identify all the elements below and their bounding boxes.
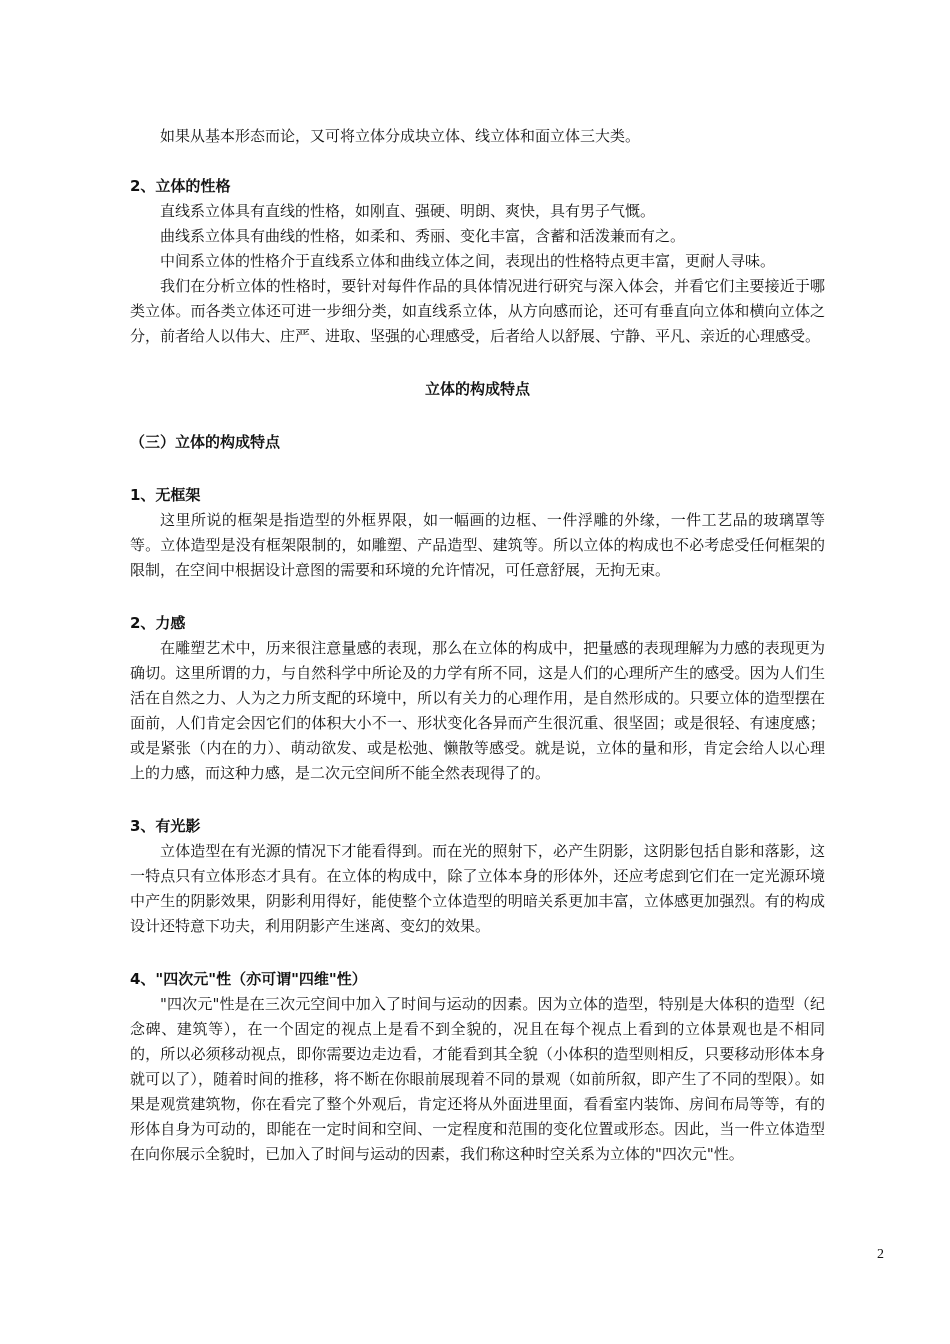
paragraph: 我们在分析立体的性格时，要针对每件作品的具体情况进行研究与深入体会，并看它们主要接近于哪类立体。而各类立体还可进一步细分类，如直线系立体，从方向感而论，还可有垂直向立体和横向立体之分，前者给人以伟大、庄严、进取、坚强的心理感受，后者给人以舒展、宁静、平凡、亲近的心理感受。 [130,277,825,345]
section-heading-fourth-dimension: 4、"四次元"性（亦可谓"四维"性） [130,970,367,988]
part-heading: （三）立体的构成特点 [130,433,281,451]
spacer [130,149,825,174]
spacer [130,402,825,430]
spacer [130,455,825,483]
section-heading-light-shadow: 3、有光影 [130,817,201,835]
section-paragraph-no-frame: 这里所说的框架是指造型的外框界限，如一幅画的边框、一件浮雕的外缘，一件工艺品的玻璃罩等等。立体造型是没有框架限制的，如雕塑、产品造型、建筑等。所以立体的构成也不必考虑受任何框架的限制，在空间中根据设计意图的需要和环境的允许情况，可任意舒展，无拘无束。 [130,511,825,579]
paragraph: 中间系立体的性格介于直线系立体和曲线立体之间，表现出的性格特点更丰富，更耐人寻味。 [160,252,776,270]
center-title: 立体的构成特点 [424,380,530,398]
intro-paragraph: 如果从基本形态而论，又可将立体分成块立体、线立体和面立体三大类。 [160,127,641,145]
spacer [130,939,825,967]
section-heading-no-frame: 1、无框架 [130,486,201,504]
spacer [130,349,825,377]
paragraph: 直线系立体具有直线的性格，如刚直、强硬、明朗、爽快，具有男子气慨。 [160,202,656,220]
section-paragraph-fourth-dimension: "四次元"性是在三次元空间中加入了时间与运动的因素。因为立体的造型，特别是大体积的造型（纪念碑、建筑等），在一个固定的视点上是看不到全貌的，况且在每个视点上看到的立体景观也是不相同的，所以必须移动视点，即你需要边走边看，才能看到其全貌（小体积的造型则相反，只要移动形体本身就可以了），随着时间的推移，将不断在你眼前展现着不同的景观（如前所叙，即产生了不同的型限）。如果是观赏建筑物，你在看完了整个外观后，肯定还将从外面进里面，看看室内装饰、房间布局等等，有的形体自身为可动的，即能在一定时间和空间、一定程度和范围的变化位置或形态。因此，当一件立体造型在向你展示全貌时，已加入了时间与运动的因素，我们称这种时空关系为立体的"四次元"性。 [130,995,825,1163]
page-number: 2 [877,1247,884,1262]
section-heading-character: 2、立体的性格 [130,177,231,195]
document-body [130,124,825,1167]
spacer [130,583,825,611]
section-paragraph-force: 在雕塑艺术中，历来很注意量感的表现，那么在立体的构成中，把量感的表现理解为力感的表现更为确切。这里所谓的力，与自然科学中所论及的力学有所不同，这是人们的心理所产生的感受。因为人们生活在自然之力、人为之力所支配的环境中，所以有关力的心理作用，是自然形成的。只要立体的造型摆在面前，人们肯定会因它们的体积大小不一、形状变化各异而产生很沉重、很坚固；或是很轻、有速度感；或是紧张（内在的力）、萌动欲发、或是松弛、懒散等感受。就是说，立体的量和形，肯定会给人以心理上的力感，而这种力感，是二次元空间所不能全然表现得了的。 [130,639,825,782]
spacer [130,786,825,814]
section-heading-force: 2、力感 [130,614,186,632]
section-paragraph-light-shadow: 立体造型在有光源的情况下才能看得到。而在光的照射下，必产生阴影，这阴影包括自影和落影，这一特点只有立体形态才具有。在立体的构成中，除了立体本身的形体外，还应考虑到它们在一定光源环境中产生的阴影效果，阴影利用得好，能使整个立体造型的明暗关系更加丰富，立体感更加强烈。有的构成设计还特意下功夫，利用阴影产生迷离、变幻的效果。 [130,842,825,935]
paragraph: 曲线系立体具有曲线的性格，如柔和、秀丽、变化丰富，含蓄和活泼兼而有之。 [160,227,686,245]
